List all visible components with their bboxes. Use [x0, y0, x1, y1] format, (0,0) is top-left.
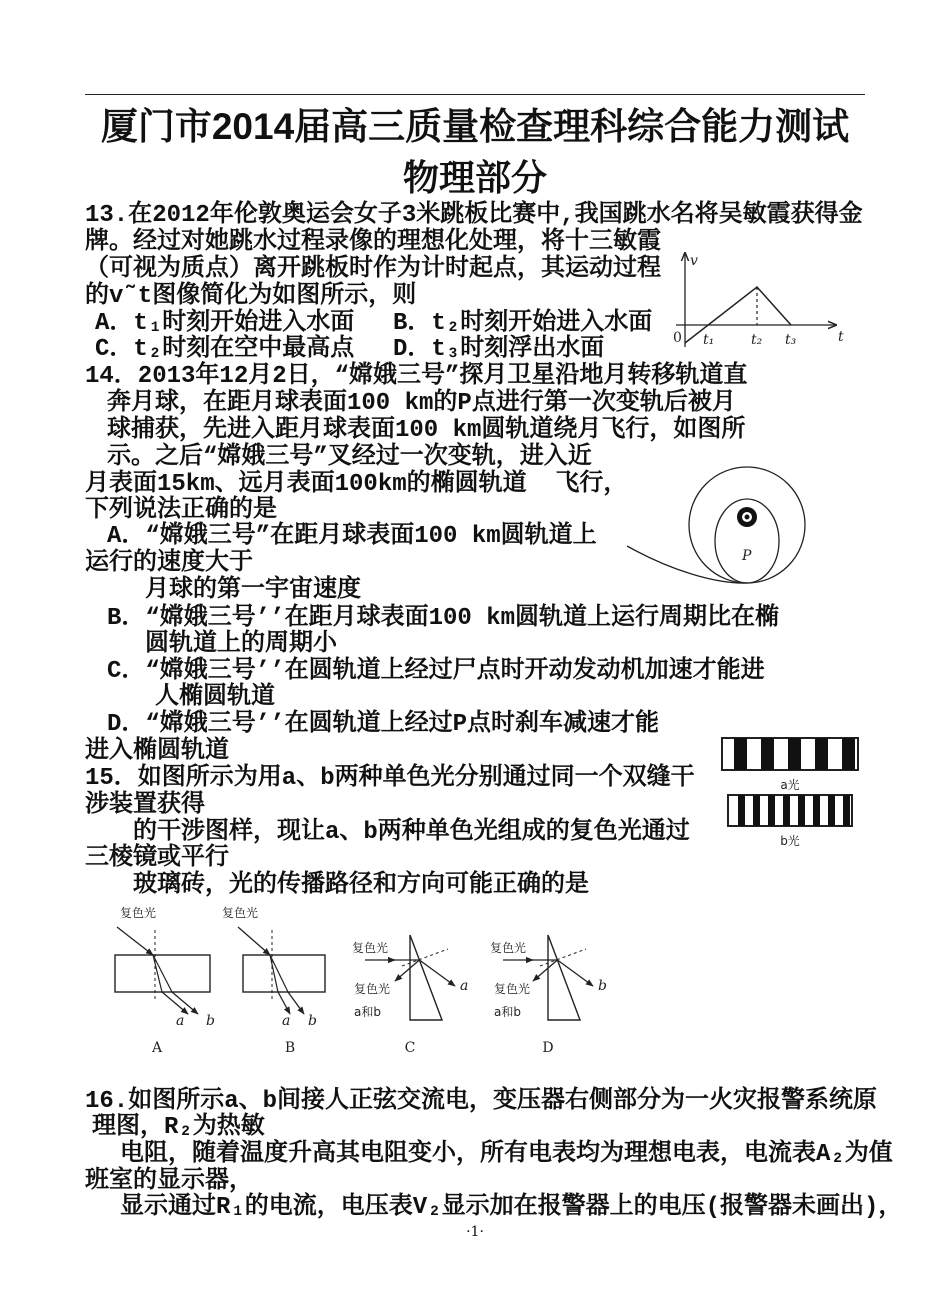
- q14-option-c-cont: 人椭圆轨道: [155, 684, 275, 711]
- choice-b-exit-ray: [278, 992, 290, 1014]
- fringe-a-band: [734, 738, 747, 770]
- choice-a-inner-ray: [153, 955, 162, 992]
- choice-c-caption: C: [404, 1040, 416, 1056]
- fringe-b-label: b光: [780, 834, 800, 848]
- q14-option-a: A．“嫦娥三号”在距月球表面100 km圆轨道上: [107, 523, 597, 550]
- q14-stem-line: 示。之后“嫦娥三号”叉经过一次变轨，进入近: [107, 444, 592, 471]
- v-axis-label: v: [690, 253, 698, 269]
- choice-a-incident-ray: [117, 927, 153, 955]
- q13-option-b: B．t₂时刻开始进入水面: [393, 310, 653, 337]
- q13-option-d: D．t₃时刻浮出水面: [393, 336, 605, 363]
- choice-d-reflected-label-2: a和b: [494, 1005, 521, 1019]
- fringe-a-band: [815, 738, 828, 770]
- choice-a-ray-b-label: b: [206, 1013, 215, 1029]
- q13-stem-line: 的v˜t图像简化为如图所示，则: [85, 283, 417, 310]
- section-title: 物理部分: [402, 157, 547, 198]
- q16-stem-line: 显示通过R₁的电流，电压表V₂显示加在报警器上的电压(报警器未画出)，: [120, 1194, 903, 1221]
- fringe-b-band: [783, 795, 790, 826]
- q14-stem-line: 月表面15km、远月表面100km的椭圆轨道 飞行，: [85, 471, 628, 498]
- q13-option-a: A．t₁时刻开始进入水面: [95, 310, 355, 337]
- q14-stem-line: 下列说法正确的是: [85, 497, 277, 524]
- moon-core: [745, 515, 750, 520]
- t3-label: t₃: [785, 332, 797, 348]
- fringe-b-band: [753, 795, 760, 826]
- q14-option-a-cont: 运行的速度大于: [85, 550, 253, 577]
- fringe-a-label: a光: [780, 778, 800, 792]
- origin-label: 0: [673, 330, 682, 346]
- q16-stem-line: 班室的显示器，: [85, 1168, 253, 1195]
- choice-b-incident-label: 复色光: [222, 906, 259, 920]
- choice-d-refracted-label: b: [598, 978, 607, 994]
- q14-option-d: D．“嫦娥三号’’在圆轨道上经过P点时刹车减速才能: [107, 711, 660, 738]
- fringe-b-band: [828, 795, 835, 826]
- choice-d-reflected-label: 复色光: [494, 982, 531, 996]
- q15-stem-line: 三棱镜或平行: [85, 845, 229, 872]
- choice-d-diagram: [490, 935, 607, 1056]
- fringe-a-band: [788, 738, 801, 770]
- q15-interference-patterns: [715, 732, 865, 852]
- fringe-b-band: [798, 795, 805, 826]
- q14-option-b-cont: 圆轨道上的周期小: [145, 631, 337, 658]
- q13-stem-line: （可视为质点）离开跳板时作为计时起点，其运动过程: [85, 256, 661, 283]
- choice-b-caption: B: [284, 1040, 296, 1056]
- q15-stem-line: 玻璃砖，光的传播路径和方向可能正确的是: [133, 872, 589, 899]
- choice-a-caption: A: [151, 1040, 163, 1056]
- choice-c-reflected-ray: [395, 960, 419, 981]
- q14-stem-line: 奔月球，在距月球表面100 km的P点进行第一次变轨后被月: [107, 390, 736, 417]
- choice-c-prism: [410, 935, 442, 1020]
- q13-vt-graph: [668, 245, 854, 357]
- choice-a-diagram: [115, 905, 215, 1056]
- q14-option-d-cont: 进入椭圆轨道: [85, 738, 229, 765]
- t1-label: t₁: [703, 332, 715, 348]
- q14-option-a-cont: 月球的第一宇宙速度: [145, 577, 361, 604]
- transfer-trajectory: [627, 546, 747, 583]
- choice-c-reflected-label: 复色光: [354, 982, 391, 996]
- choice-d-reflected-ray: [533, 960, 557, 981]
- header-rule: [85, 94, 865, 95]
- q14-option-c: C．“嫦娥三号’’在圆轨道上经过尸点时开动发动机加速才能进: [107, 658, 765, 685]
- q15-stem-line: 的干涉图样，现让a、b两种单色光组成的复色光通过: [133, 819, 690, 846]
- choice-b-inner-ray: [270, 955, 278, 992]
- choice-a-inner-ray: [153, 955, 172, 992]
- fringe-b-band: [813, 795, 820, 826]
- choice-b-glass-slab: [243, 955, 325, 992]
- q16-stem-line: 电阻，随着温度升高其电阻变小，所有电表均为理想电表，电流表A₂为值: [120, 1141, 893, 1168]
- choice-c-incident-label: 复色光: [352, 941, 389, 955]
- fringe-a-band: [761, 738, 774, 770]
- choice-d-prism: [548, 935, 580, 1020]
- q16-stem-line: 理图，R₂为热敏: [92, 1114, 265, 1141]
- q14-stem-line: 14．2013年12月2日，“嫦娥三号”探月卫星沿地月转移轨道直: [85, 363, 748, 390]
- q15-stem-line: 15．如图所示为用a、b两种单色光分别通过同一个双缝干: [85, 765, 695, 792]
- q16-stem-line: 16.如图所示a、b间接人正弦交流电，变压器右侧部分为一火灾报警系统原: [85, 1088, 878, 1115]
- fringe-b-band: [843, 795, 850, 826]
- fringe-b-band: [738, 795, 745, 826]
- fringe-b-band: [768, 795, 775, 826]
- q15-stem-line: 涉装置获得: [85, 792, 205, 819]
- q14-orbit-diagram: [625, 462, 820, 590]
- choice-d-caption: D: [542, 1040, 554, 1056]
- t-axis-label: t: [838, 329, 844, 345]
- q15-optics-choices: [90, 900, 630, 1060]
- q14-option-b: B．“嫦娥三号’’在距月球表面100 km圆轨道上运行周期比在椭: [107, 605, 780, 632]
- velocity-line: [685, 287, 791, 343]
- choice-b-ray-a-label: a: [282, 1013, 291, 1029]
- q13-stem-line: 13.在2012年伦敦奥运会女子3米跳板比赛中,我国跳水名将吴敏霞获得金: [85, 202, 863, 229]
- choice-d-incident-label: 复色光: [490, 941, 527, 955]
- q14-stem-line: 球捕获，先进入距月球表面100 km圆轨道绕月飞行，如图所: [107, 417, 746, 444]
- choice-b-incident-ray: [238, 927, 270, 955]
- choice-b-exit-ray: [288, 992, 304, 1014]
- exam-title: 厦门市2014届高三质量检查理科综合能力测试: [100, 106, 850, 147]
- q13-option-c: C．t₂时刻在空中最高点: [95, 336, 355, 363]
- choice-a-incident-label: 复色光: [120, 906, 157, 920]
- choice-c-refracted-label: a: [460, 978, 469, 994]
- t2-label: t₂: [751, 332, 763, 348]
- choice-c-reflected-label-2: a和b: [354, 1005, 381, 1019]
- choice-b-diagram: [222, 905, 325, 1056]
- choice-b-inner-ray: [270, 955, 288, 992]
- point-p-label: P: [742, 548, 752, 564]
- page-number: ·1·: [466, 1224, 484, 1240]
- choice-b-ray-b-label: b: [308, 1013, 317, 1029]
- q13-stem-line: 牌。经过对她跳水过程录像的理想化处理，将十三敏霞: [85, 229, 661, 256]
- choice-c-diagram: [352, 935, 468, 1056]
- fringe-a-band: [842, 738, 855, 770]
- choice-a-ray-a-label: a: [176, 1013, 185, 1029]
